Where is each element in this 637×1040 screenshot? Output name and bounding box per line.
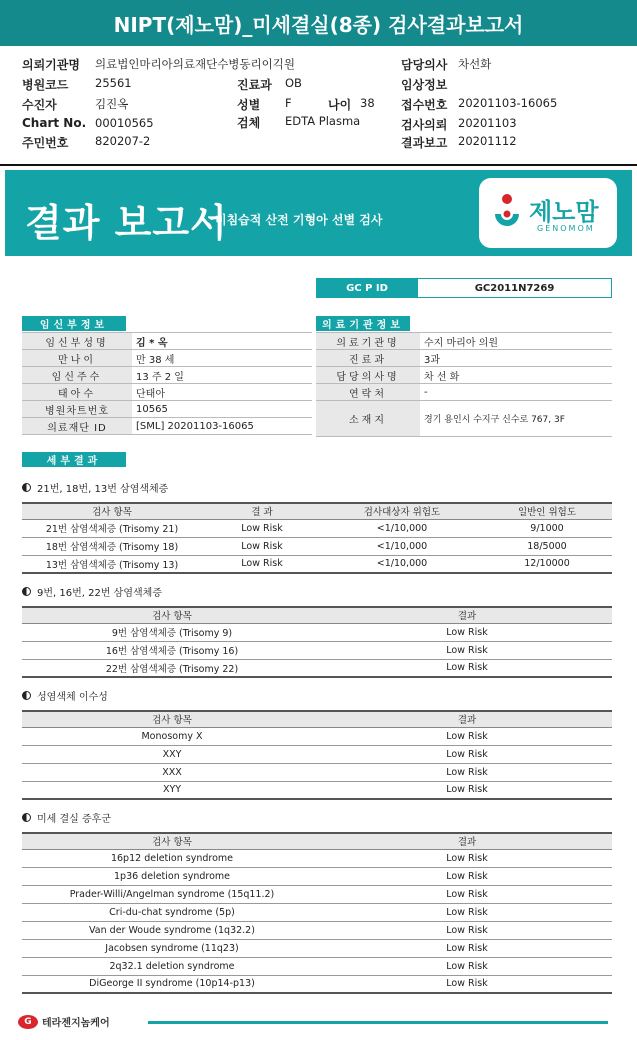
table-row: Prader-Willi/Angelman syndrome (15q11.2) Low Risk — [22, 885, 612, 903]
table-row: 소재지 경기 용인시 수지구 신수로 767, 3F — [316, 401, 612, 437]
specimen-label: 검체 — [237, 116, 261, 130]
table-row: 임신주수 13 주 2 일 — [22, 367, 312, 384]
table-row: Jacobsen syndrome (11q23) Low Risk — [22, 939, 612, 957]
group1-table: 검사 항목 결 과 검사대상자 위험도 일반인 위험도 21번 삼염색체증 (Trisomy 21) Low Risk <1/10,000 9/1000 18번 삼염색체증 (Trisomy 18) Low Risk <1/10,000 18/5000 13번 삼염색체증 (Trisomy 13) Low Risk <1/10,000 12/10000 — [22, 502, 612, 574]
gc-pid-value: GC2011N7269 — [418, 278, 612, 298]
doctor-label: 담당의사 — [401, 58, 448, 72]
table-row: Van der Woude syndrome (1q32.2) Low Risk — [22, 921, 612, 939]
age-value: 38 — [360, 96, 375, 110]
institution-info-table — [316, 332, 612, 437]
table-row: 13번 삼염색체증 (Trisomy 13) Low Risk <1/10,000 12/10000 — [22, 555, 612, 573]
clinical-label: 임상정보 — [401, 78, 448, 92]
report-label: 결과보고 — [401, 136, 448, 150]
report-value: 20201112 — [458, 134, 517, 148]
institution-label: 의뢰기관명 — [22, 58, 80, 72]
section-institution: 의료기관정보 — [316, 316, 410, 331]
table-row: XXY Low Risk — [22, 745, 612, 763]
table-row: Cri-du-chat syndrome (5p) Low Risk — [22, 903, 612, 921]
table-row: 2q32.1 deletion syndrome Low Risk — [22, 957, 612, 975]
half-circle-icon — [22, 587, 31, 596]
table-row: 의료재단 ID [SML] 20201103-16065 — [22, 418, 312, 435]
rrn-label: 주민번호 — [22, 136, 69, 150]
gc-pid-label: GC P ID — [316, 278, 418, 298]
request-label: 검사의뢰 — [401, 118, 448, 132]
dept-value: OB — [285, 76, 302, 90]
age-label: 나이 — [328, 98, 352, 112]
sex-label: 성별 — [237, 98, 261, 112]
patient-value: 김진옥 — [95, 97, 129, 111]
table-row: DiGeorge II syndrome (10p14-p13) Low Risk — [22, 975, 612, 993]
table-row: 임신부성명 김 * 옥 — [22, 333, 312, 350]
chart-label: Chart No. — [22, 116, 87, 130]
genomom-logo-icon — [489, 192, 525, 228]
institution-value: 의료법인마리아의료재단수병동리이긱원 — [95, 57, 295, 71]
table-row: 만나이 만 38 세 — [22, 350, 312, 367]
doctor-value: 차선화 — [458, 57, 492, 71]
half-circle-icon — [22, 813, 31, 822]
group4-table: 검사 항목 결과 16p12 deletion syndrome Low Risk 1p36 deletion syndrome Low Risk Prader-Willi/Angelman syndrome (15q11.2) Low Risk Cri-du-chat syndrome (5p) Low Risk Van der Woude syndrome (1q32.2) Low Risk Jacobsen syndrome (11q23) Low Risk 2q32.1 deletion syndrome Low Risk DiGeorge II syndrome (10p14-p13) Low Risk — [22, 832, 612, 994]
group1-title: 21번, 18번, 13번 삼염색체증 — [22, 480, 168, 495]
report-title: NIPT(제노맘)_미세결실(8종) 검사결과보고서 — [0, 0, 637, 46]
group3-title: 성염색체 이수성 — [22, 688, 108, 703]
group2-title: 9번, 16번, 22번 삼염색체증 — [22, 584, 162, 599]
meta-divider — [0, 164, 637, 166]
table-row: 연락처 - — [316, 384, 612, 401]
table-row: XYY Low Risk — [22, 781, 612, 799]
genomom-logo — [479, 178, 617, 248]
receipt-value: 20201103-16065 — [458, 96, 558, 110]
table-row: 진료과 3과 — [316, 350, 612, 367]
request-value: 20201103 — [458, 116, 517, 130]
table-row: 16번 삼염색체증 (Trisomy 16) Low Risk — [22, 641, 612, 659]
table-row: 의료기관명 수지 마리아 의원 — [316, 333, 612, 350]
table-row: 병원차트번호 10565 — [22, 401, 312, 418]
company-footer — [18, 1014, 110, 1029]
group2-table: 검사 항목 결과 9번 삼염색체증 (Trisomy 9) Low Risk 16번 삼염색체증 (Trisomy 16) Low Risk 22번 삼염색체증 (Trisomy 22) Low Risk — [22, 606, 612, 678]
receipt-label: 접수번호 — [401, 98, 448, 112]
table-row: 21번 삼염색체증 (Trisomy 21) Low Risk <1/10,000 9/1000 — [22, 519, 612, 537]
company-logo-icon: G — [18, 1015, 38, 1029]
patient-label: 수진자 — [22, 98, 57, 112]
patient-meta — [0, 46, 637, 164]
half-circle-icon — [22, 483, 31, 492]
group4-title: 미세 결실 증후군 — [22, 810, 111, 825]
pregnant-info-table — [22, 332, 312, 435]
specimen-value: EDTA Plasma — [285, 114, 361, 128]
sex-value: F — [285, 96, 292, 110]
table-row: 9번 삼염색체증 (Trisomy 9) Low Risk — [22, 623, 612, 641]
logo-eng: GENOMOM — [537, 224, 595, 233]
section-results: 세부결과 — [22, 452, 126, 467]
table-row: 담당의사명 차 선 화 — [316, 367, 612, 384]
company-name: 테라젠지놈케어 — [42, 1018, 110, 1029]
rrn-value: 820207-2 — [95, 134, 151, 148]
result-banner — [5, 170, 632, 256]
dept-label: 진료과 — [237, 78, 272, 92]
hospital-code-value: 25561 — [95, 76, 132, 90]
banner-title: 결과 보고서 — [25, 201, 228, 245]
table-row: Monosomy X Low Risk — [22, 727, 612, 745]
banner-subtitle: 비침습적 산전 기형아 선별 검사 — [215, 213, 383, 227]
table-row: XXX Low Risk — [22, 763, 612, 781]
table-row: 1p36 deletion syndrome Low Risk — [22, 867, 612, 885]
chart-value: 00010565 — [95, 116, 154, 130]
table-row: 태아수 단태아 — [22, 384, 312, 401]
section-pregnant: 임신부정보 — [22, 316, 126, 331]
group3-table: 검사 항목 결과 Monosomy X Low Risk XXY Low Risk XXX Low Risk XYY Low Risk — [22, 710, 612, 800]
table-row: 18번 삼염색체증 (Trisomy 18) Low Risk <1/10,000 18/5000 — [22, 537, 612, 555]
footer-divider — [148, 1021, 608, 1024]
table-row: 16p12 deletion syndrome Low Risk — [22, 849, 612, 867]
half-circle-icon — [22, 691, 31, 700]
hospital-code-label: 병원코드 — [22, 78, 69, 92]
logo-name: 제노맘 — [529, 198, 599, 226]
table-row: 22번 삼염색체증 (Trisomy 22) Low Risk — [22, 659, 612, 677]
